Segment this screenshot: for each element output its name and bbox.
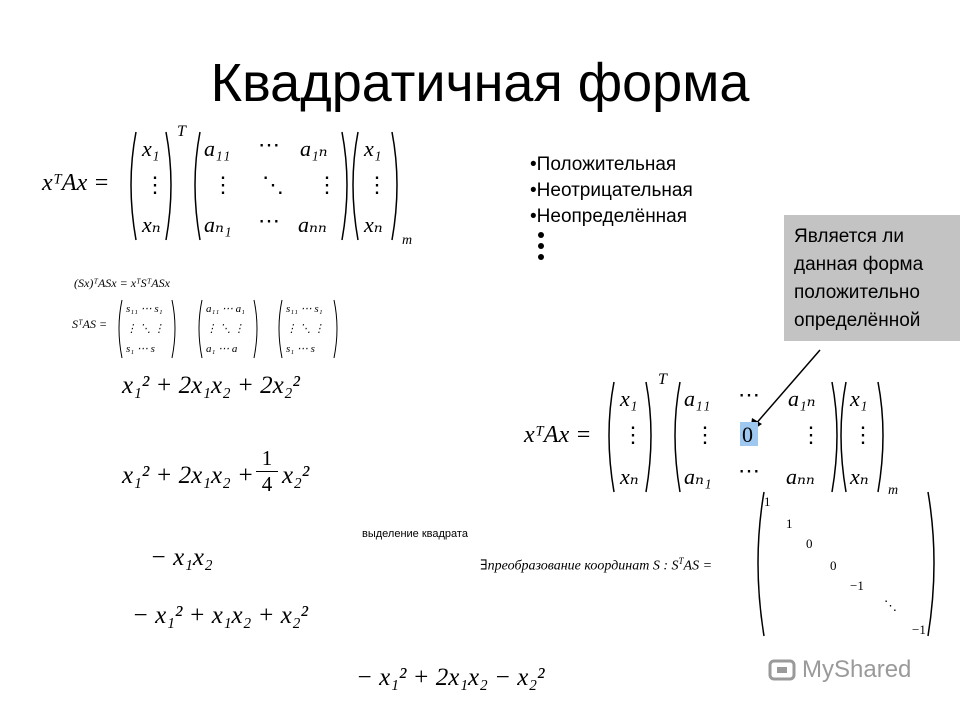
transform-text: ∃преобразование координат S : S — [480, 558, 679, 574]
diag-m1b: −1 — [912, 622, 926, 637]
a11-2: a₁₁ — [684, 386, 711, 411]
svg-text:a₁ ⋯ a: a₁ ⋯ a — [206, 343, 238, 355]
diagonal-matrix — [750, 486, 946, 640]
sx-line: (Sx)ᵀASx = xᵀSᵀASx — [74, 276, 170, 290]
vec2-x-3: xₙ — [620, 464, 639, 489]
bullet-positive: • Положительная — [530, 152, 693, 178]
question-callout: Является ли данная форма положительно определённой — [784, 215, 960, 341]
poly-2-fraction — [256, 446, 278, 497]
vec3-x-3: xₙ — [850, 464, 869, 489]
subscript-m: m — [402, 233, 413, 248]
formula-lhs-2: xᵀAx = — [524, 422, 592, 448]
ann-2: aₙₙ — [786, 464, 815, 489]
svg-text:s₁₁ ⋯ s₁: s₁₁ ⋯ s₁ — [126, 303, 163, 315]
poly-5: − x₁² + 2x₁x₂ − x₂² — [356, 664, 545, 691]
fraction-numerator: 1 — [261, 446, 273, 470]
formula-lhs: xᵀAx = — [42, 170, 110, 196]
poly-2-a: x₁² + 2x₁x₂ + — [122, 462, 254, 489]
vec2-x-2: ⋮ — [622, 422, 644, 447]
quadratic-form-formula — [40, 120, 430, 250]
a2-hdots-2: ⋯ — [738, 458, 760, 483]
similarity-transform-formula — [72, 270, 372, 365]
a2-hdots-1: ⋯ — [738, 382, 760, 407]
vec-x-1b: x₁ — [364, 136, 382, 161]
vec3-x-1: x₁ — [850, 386, 868, 411]
myshared-logo-icon — [768, 657, 798, 683]
vec-x-2: ⋮ — [144, 172, 166, 197]
a2-vdots-2: ⋮ — [800, 422, 822, 447]
a1n-2: a₁ₙ — [788, 386, 816, 411]
poly-4: − x₁² + x₁x₂ + x₂² — [132, 602, 309, 629]
diag-0b: 0 — [830, 558, 837, 573]
diag-0a: 0 — [806, 536, 813, 551]
a-ddots: ⋱ — [262, 172, 284, 197]
watermark-text: MyShared — [802, 656, 912, 683]
transform-label: ∃преобразование координат S : $S^TAS$ = — [480, 556, 713, 574]
svg-text:s₁ ⋯ s: s₁ ⋯ s — [126, 343, 155, 355]
page-title: Квадратичная форма — [210, 53, 750, 113]
poly-2-b: x₂² — [282, 462, 310, 489]
an1-2: aₙ₁ — [684, 464, 712, 489]
ann: aₙₙ — [298, 212, 327, 237]
diag-m1a: −1 — [850, 578, 864, 593]
bullet-indefinite: • Неопределённая — [530, 204, 693, 230]
form-types-list — [530, 152, 693, 230]
a1n: a₁ₙ — [300, 136, 328, 161]
a2-vdots-1: ⋮ — [694, 422, 716, 447]
a-vdots-2: ⋮ — [316, 172, 338, 197]
vec-x-2b: ⋮ — [366, 172, 388, 197]
poly-1: x₁² + 2x₁x₂ + 2x₂² — [122, 372, 300, 399]
a-hdots-1: ⋯ — [258, 132, 280, 157]
svg-text:⋮ ⋱ ⋮: ⋮ ⋱ ⋮ — [126, 323, 165, 335]
quadratic-form-zero-formula — [522, 370, 912, 500]
a11: a₁₁ — [204, 136, 231, 161]
a-hdots-2: ⋯ — [258, 208, 280, 233]
myshared-watermark — [768, 656, 911, 684]
vec-x-3: xₙ — [142, 212, 161, 237]
svg-text:a₁₁ ⋯ a₁: a₁₁ ⋯ a₁ — [206, 303, 245, 315]
diag-ddots: ⋱ — [884, 598, 897, 613]
subscript-m-2: m — [888, 483, 899, 498]
an1: aₙ₁ — [204, 212, 232, 237]
transpose-mark-2: T — [658, 371, 667, 388]
st-as-label: SᵀAS = — [72, 317, 108, 331]
svg-text:⋮ ⋱ ⋮: ⋮ ⋱ ⋮ — [206, 323, 245, 335]
svg-text:⋮ ⋱ ⋮: ⋮ ⋱ ⋮ — [286, 323, 325, 335]
vec3-x-2: ⋮ — [852, 422, 874, 447]
svg-text:s₁₁ ⋯ s₁: s₁₁ ⋯ s₁ — [286, 303, 323, 315]
vec-x-3b: xₙ — [364, 212, 383, 237]
more-dots-icon — [536, 232, 546, 265]
zero-entry: 0 — [742, 422, 753, 447]
completing-square-note: выделение квадрата — [362, 528, 468, 540]
vec2-x-1: x₁ — [620, 386, 638, 411]
a-vdots-1: ⋮ — [212, 172, 234, 197]
diag-1a: 1 — [764, 494, 771, 509]
bullet-nonnegative: • Неотрицательная — [530, 178, 693, 204]
vec-x-1: x₁ — [142, 136, 160, 161]
svg-text:s₁ ⋯ s: s₁ ⋯ s — [286, 343, 315, 355]
fraction-denominator: 4 — [256, 471, 278, 497]
poly-3: − x₁x₂ — [150, 544, 213, 571]
transpose-mark: T — [177, 123, 186, 140]
diag-1b: 1 — [786, 516, 793, 531]
